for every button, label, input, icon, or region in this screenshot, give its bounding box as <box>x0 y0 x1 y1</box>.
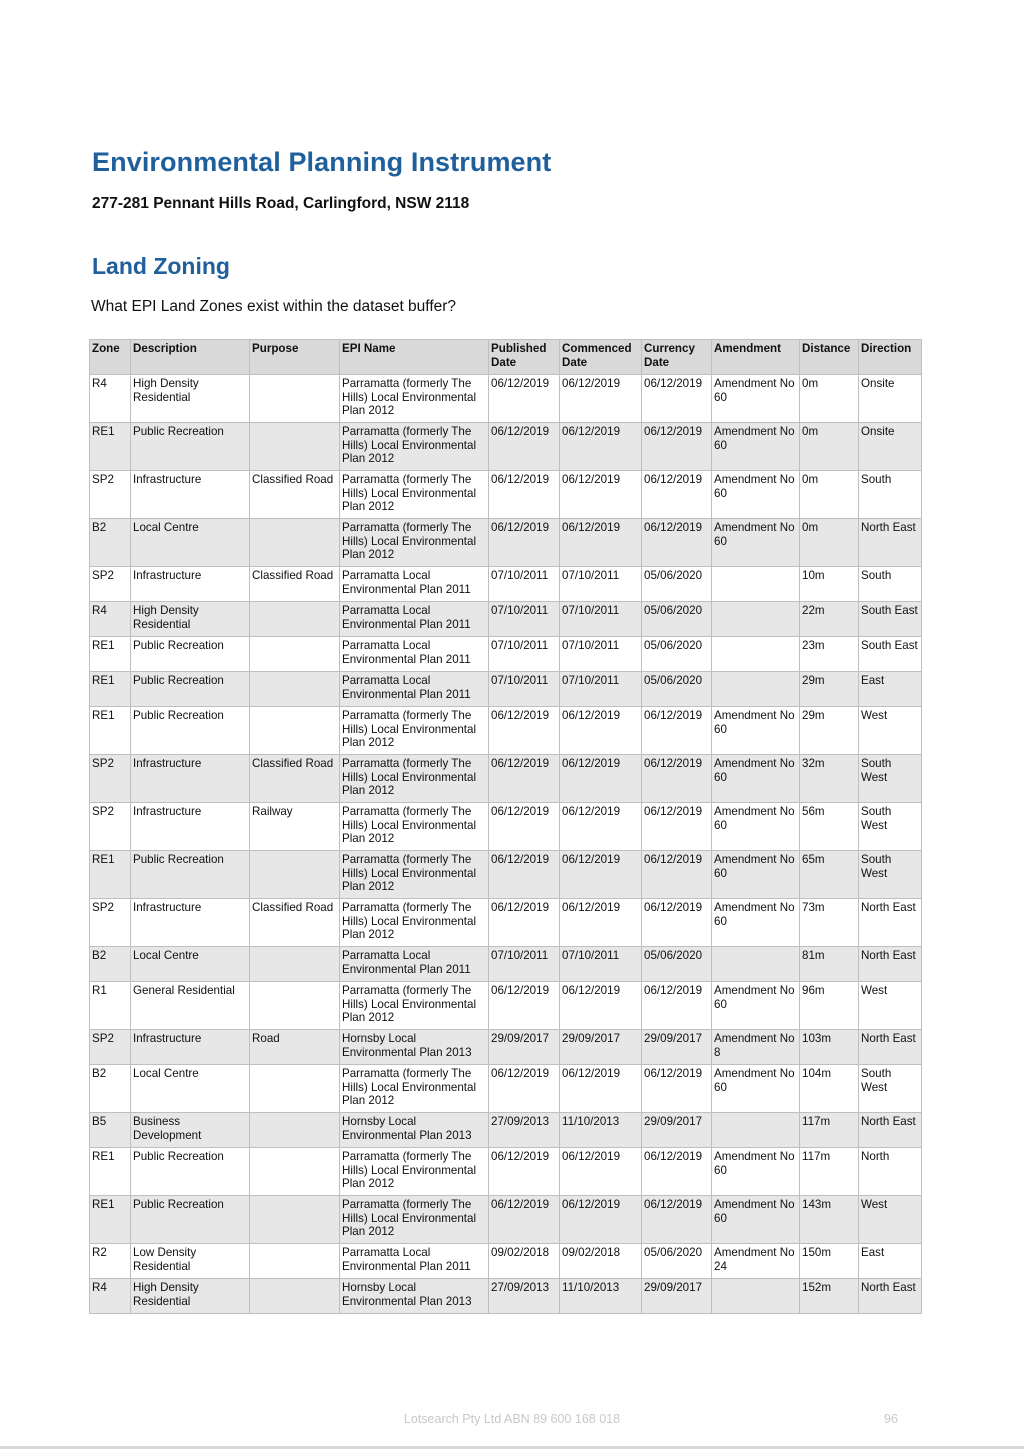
cell-amendment: Amendment No 60 <box>712 851 800 899</box>
cell-zone: SP2 <box>90 1030 131 1065</box>
cell-distance: 0m <box>800 519 859 567</box>
cell-epi-name: Parramatta (formerly The Hills) Local Environmental Plan 2012 <box>340 707 489 755</box>
cell-zone: RE1 <box>90 707 131 755</box>
cell-commenced-date: 07/10/2011 <box>560 567 642 602</box>
cell-description: Public Recreation <box>131 851 250 899</box>
header-epi-name: EPI Name <box>340 340 489 375</box>
cell-amendment <box>712 567 800 602</box>
cell-zone: RE1 <box>90 851 131 899</box>
cell-commenced-date: 06/12/2019 <box>560 1196 642 1244</box>
cell-distance: 29m <box>800 672 859 707</box>
table-row <box>90 1113 922 1148</box>
cell-currency-date: 06/12/2019 <box>642 423 712 471</box>
header-zone: Zone <box>90 340 131 375</box>
cell-purpose <box>250 1065 340 1113</box>
cell-currency-date: 06/12/2019 <box>642 375 712 423</box>
cell-amendment: Amendment No 24 <box>712 1244 800 1279</box>
cell-distance: 65m <box>800 851 859 899</box>
cell-distance: 0m <box>800 375 859 423</box>
cell-zone: RE1 <box>90 637 131 672</box>
cell-description: Infrastructure <box>131 567 250 602</box>
cell-epi-name: Parramatta Local Environmental Plan 2011 <box>340 947 489 982</box>
cell-currency-date: 06/12/2019 <box>642 899 712 947</box>
cell-distance: 81m <box>800 947 859 982</box>
cell-commenced-date: 07/10/2011 <box>560 602 642 637</box>
cell-amendment: Amendment No 60 <box>712 1196 800 1244</box>
cell-direction: South West <box>859 1065 922 1113</box>
cell-zone: RE1 <box>90 423 131 471</box>
cell-description: Public Recreation <box>131 707 250 755</box>
cell-distance: 103m <box>800 1030 859 1065</box>
header-commenced-date: Commenced Date <box>560 340 642 375</box>
cell-currency-date: 05/06/2020 <box>642 637 712 672</box>
cell-published-date: 06/12/2019 <box>489 519 560 567</box>
cell-direction: Onsite <box>859 423 922 471</box>
header-amendment: Amendment <box>712 340 800 375</box>
cell-published-date: 07/10/2011 <box>489 672 560 707</box>
site-address: 277-281 Pennant Hills Road, Carlingford, NSW 2118 <box>92 195 470 212</box>
cell-amendment: Amendment No 60 <box>712 1148 800 1196</box>
cell-zone: SP2 <box>90 471 131 519</box>
section-title: Land Zoning <box>92 253 230 279</box>
table-body <box>90 375 922 1314</box>
cell-published-date: 27/09/2013 <box>489 1113 560 1148</box>
header-direction: Direction <box>859 340 922 375</box>
cell-description: Infrastructure <box>131 1030 250 1065</box>
cell-zone: R1 <box>90 982 131 1030</box>
cell-purpose <box>250 423 340 471</box>
cell-description: High Density Residential <box>131 1279 250 1314</box>
cell-epi-name: Parramatta (formerly The Hills) Local Environmental Plan 2012 <box>340 423 489 471</box>
cell-epi-name: Hornsby Local Environmental Plan 2013 <box>340 1113 489 1148</box>
cell-amendment <box>712 1279 800 1314</box>
cell-description: General Residential <box>131 982 250 1030</box>
table-row <box>90 707 922 755</box>
cell-commenced-date: 29/09/2017 <box>560 1030 642 1065</box>
table-row <box>90 1279 922 1314</box>
cell-direction: South West <box>859 851 922 899</box>
cell-distance: 0m <box>800 471 859 519</box>
cell-description: Public Recreation <box>131 423 250 471</box>
cell-purpose <box>250 1244 340 1279</box>
cell-published-date: 07/10/2011 <box>489 567 560 602</box>
cell-zone: B2 <box>90 947 131 982</box>
cell-distance: 143m <box>800 1196 859 1244</box>
cell-distance: 22m <box>800 602 859 637</box>
table-row <box>90 1196 922 1244</box>
cell-commenced-date: 06/12/2019 <box>560 803 642 851</box>
cell-direction: South East <box>859 602 922 637</box>
cell-purpose: Classified Road <box>250 567 340 602</box>
table-row <box>90 637 922 672</box>
cell-purpose <box>250 707 340 755</box>
cell-commenced-date: 07/10/2011 <box>560 947 642 982</box>
cell-epi-name: Parramatta Local Environmental Plan 2011 <box>340 1244 489 1279</box>
cell-commenced-date: 06/12/2019 <box>560 982 642 1030</box>
cell-purpose: Railway <box>250 803 340 851</box>
cell-purpose <box>250 1148 340 1196</box>
table-row <box>90 1148 922 1196</box>
cell-direction: South East <box>859 637 922 672</box>
table-row <box>90 1244 922 1279</box>
cell-zone: R4 <box>90 375 131 423</box>
cell-distance: 23m <box>800 637 859 672</box>
cell-direction: North East <box>859 1279 922 1314</box>
cell-currency-date: 06/12/2019 <box>642 982 712 1030</box>
table-row <box>90 947 922 982</box>
cell-currency-date: 06/12/2019 <box>642 471 712 519</box>
cell-distance: 150m <box>800 1244 859 1279</box>
table-row <box>90 1065 922 1113</box>
cell-commenced-date: 09/02/2018 <box>560 1244 642 1279</box>
table-row <box>90 803 922 851</box>
cell-currency-date: 06/12/2019 <box>642 755 712 803</box>
cell-currency-date: 29/09/2017 <box>642 1113 712 1148</box>
cell-published-date: 06/12/2019 <box>489 1148 560 1196</box>
cell-amendment: Amendment No 60 <box>712 707 800 755</box>
cell-direction: South <box>859 567 922 602</box>
footer-company: Lotsearch Pty Ltd ABN 89 600 168 018 <box>403 1412 621 1426</box>
cell-description: Public Recreation <box>131 637 250 672</box>
cell-purpose <box>250 1279 340 1314</box>
cell-epi-name: Parramatta (formerly The Hills) Local Environmental Plan 2012 <box>340 755 489 803</box>
header-published-date: Published Date <box>489 340 560 375</box>
cell-distance: 10m <box>800 567 859 602</box>
cell-description: Local Centre <box>131 947 250 982</box>
cell-zone: RE1 <box>90 1196 131 1244</box>
cell-published-date: 06/12/2019 <box>489 1065 560 1113</box>
cell-currency-date: 06/12/2019 <box>642 1148 712 1196</box>
cell-distance: 96m <box>800 982 859 1030</box>
cell-zone: SP2 <box>90 803 131 851</box>
cell-published-date: 06/12/2019 <box>489 471 560 519</box>
cell-direction: West <box>859 982 922 1030</box>
cell-purpose: Classified Road <box>250 755 340 803</box>
cell-published-date: 06/12/2019 <box>489 1196 560 1244</box>
cell-commenced-date: 06/12/2019 <box>560 851 642 899</box>
cell-direction: North East <box>859 899 922 947</box>
cell-direction: North East <box>859 1113 922 1148</box>
table-row <box>90 851 922 899</box>
cell-amendment: Amendment No 60 <box>712 471 800 519</box>
cell-amendment <box>712 602 800 637</box>
table-row <box>90 423 922 471</box>
cell-purpose <box>250 519 340 567</box>
cell-amendment: Amendment No 60 <box>712 1065 800 1113</box>
cell-description: Business Development <box>131 1113 250 1148</box>
cell-distance: 73m <box>800 899 859 947</box>
table-row <box>90 375 922 423</box>
table-row <box>90 602 922 637</box>
cell-description: Infrastructure <box>131 899 250 947</box>
cell-zone: SP2 <box>90 755 131 803</box>
cell-distance: 56m <box>800 803 859 851</box>
cell-epi-name: Hornsby Local Environmental Plan 2013 <box>340 1030 489 1065</box>
cell-direction: North East <box>859 519 922 567</box>
cell-commenced-date: 06/12/2019 <box>560 899 642 947</box>
cell-zone: R2 <box>90 1244 131 1279</box>
cell-published-date: 06/12/2019 <box>489 982 560 1030</box>
table-row <box>90 567 922 602</box>
cell-purpose <box>250 672 340 707</box>
table-row <box>90 899 922 947</box>
cell-zone: SP2 <box>90 899 131 947</box>
cell-amendment: Amendment No 60 <box>712 375 800 423</box>
cell-purpose <box>250 375 340 423</box>
cell-distance: 32m <box>800 755 859 803</box>
cell-currency-date: 06/12/2019 <box>642 1065 712 1113</box>
cell-zone: SP2 <box>90 567 131 602</box>
cell-commenced-date: 06/12/2019 <box>560 519 642 567</box>
page-number: 96 <box>884 1412 898 1426</box>
cell-amendment: Amendment No 60 <box>712 899 800 947</box>
cell-distance: 152m <box>800 1279 859 1314</box>
cell-description: High Density Residential <box>131 602 250 637</box>
cell-epi-name: Parramatta (formerly The Hills) Local Environmental Plan 2012 <box>340 375 489 423</box>
cell-epi-name: Hornsby Local Environmental Plan 2013 <box>340 1279 489 1314</box>
cell-commenced-date: 07/10/2011 <box>560 672 642 707</box>
cell-epi-name: Parramatta (formerly The Hills) Local Environmental Plan 2012 <box>340 851 489 899</box>
cell-zone: RE1 <box>90 672 131 707</box>
cell-epi-name: Parramatta (formerly The Hills) Local Environmental Plan 2012 <box>340 1196 489 1244</box>
cell-distance: 117m <box>800 1113 859 1148</box>
cell-amendment: Amendment No 60 <box>712 803 800 851</box>
cell-distance: 117m <box>800 1148 859 1196</box>
cell-epi-name: Parramatta (formerly The Hills) Local Environmental Plan 2012 <box>340 803 489 851</box>
cell-amendment <box>712 1113 800 1148</box>
land-zoning-table <box>89 339 922 1314</box>
cell-commenced-date: 06/12/2019 <box>560 707 642 755</box>
cell-published-date: 07/10/2011 <box>489 602 560 637</box>
cell-epi-name: Parramatta (formerly The Hills) Local Environmental Plan 2012 <box>340 519 489 567</box>
cell-direction: North East <box>859 947 922 982</box>
cell-amendment <box>712 672 800 707</box>
cell-description: Local Centre <box>131 1065 250 1113</box>
cell-zone: R4 <box>90 602 131 637</box>
cell-epi-name: Parramatta (formerly The Hills) Local Environmental Plan 2012 <box>340 471 489 519</box>
cell-purpose <box>250 1113 340 1148</box>
cell-direction: West <box>859 707 922 755</box>
cell-purpose <box>250 851 340 899</box>
cell-amendment <box>712 947 800 982</box>
cell-currency-date: 05/06/2020 <box>642 947 712 982</box>
cell-epi-name: Parramatta (formerly The Hills) Local Environmental Plan 2012 <box>340 1065 489 1113</box>
cell-commenced-date: 06/12/2019 <box>560 375 642 423</box>
cell-zone: RE1 <box>90 1148 131 1196</box>
cell-description: Infrastructure <box>131 471 250 519</box>
cell-epi-name: Parramatta Local Environmental Plan 2011 <box>340 567 489 602</box>
cell-amendment: Amendment No 60 <box>712 423 800 471</box>
cell-published-date: 07/10/2011 <box>489 637 560 672</box>
header-currency-date: Currency Date <box>642 340 712 375</box>
cell-currency-date: 06/12/2019 <box>642 1196 712 1244</box>
cell-currency-date: 05/06/2020 <box>642 602 712 637</box>
cell-published-date: 29/09/2017 <box>489 1030 560 1065</box>
cell-published-date: 06/12/2019 <box>489 755 560 803</box>
cell-description: Infrastructure <box>131 803 250 851</box>
cell-published-date: 06/12/2019 <box>489 803 560 851</box>
table-row <box>90 471 922 519</box>
cell-description: Public Recreation <box>131 672 250 707</box>
cell-epi-name: Parramatta (formerly The Hills) Local Environmental Plan 2012 <box>340 1148 489 1196</box>
cell-direction: East <box>859 1244 922 1279</box>
cell-amendment <box>712 637 800 672</box>
cell-published-date: 06/12/2019 <box>489 851 560 899</box>
cell-commenced-date: 06/12/2019 <box>560 1065 642 1113</box>
cell-purpose <box>250 1196 340 1244</box>
cell-zone: B2 <box>90 519 131 567</box>
table-row <box>90 982 922 1030</box>
table-row <box>90 672 922 707</box>
cell-direction: East <box>859 672 922 707</box>
cell-purpose <box>250 947 340 982</box>
cell-description: Low Density Residential <box>131 1244 250 1279</box>
page-title: Environmental Planning Instrument <box>92 147 552 177</box>
cell-currency-date: 05/06/2020 <box>642 672 712 707</box>
cell-description: Local Centre <box>131 519 250 567</box>
cell-amendment: Amendment No 8 <box>712 1030 800 1065</box>
cell-description: High Density Residential <box>131 375 250 423</box>
cell-zone: R4 <box>90 1279 131 1314</box>
cell-currency-date: 29/09/2017 <box>642 1279 712 1314</box>
cell-epi-name: Parramatta (formerly The Hills) Local Environmental Plan 2012 <box>340 982 489 1030</box>
cell-direction: North <box>859 1148 922 1196</box>
cell-amendment: Amendment No 60 <box>712 519 800 567</box>
cell-direction: Onsite <box>859 375 922 423</box>
cell-purpose <box>250 982 340 1030</box>
cell-published-date: 09/02/2018 <box>489 1244 560 1279</box>
cell-zone: B2 <box>90 1065 131 1113</box>
cell-zone: B5 <box>90 1113 131 1148</box>
cell-published-date: 27/09/2013 <box>489 1279 560 1314</box>
cell-direction: South West <box>859 803 922 851</box>
header-description: Description <box>131 340 250 375</box>
table-header-row <box>90 340 922 375</box>
cell-currency-date: 06/12/2019 <box>642 707 712 755</box>
header-purpose: Purpose <box>250 340 340 375</box>
cell-amendment: Amendment No 60 <box>712 755 800 803</box>
cell-epi-name: Parramatta Local Environmental Plan 2011 <box>340 672 489 707</box>
cell-commenced-date: 06/12/2019 <box>560 755 642 803</box>
cell-epi-name: Parramatta Local Environmental Plan 2011 <box>340 602 489 637</box>
table-row <box>90 1030 922 1065</box>
header-distance: Distance <box>800 340 859 375</box>
cell-commenced-date: 07/10/2011 <box>560 637 642 672</box>
cell-published-date: 06/12/2019 <box>489 707 560 755</box>
cell-epi-name: Parramatta Local Environmental Plan 2011 <box>340 637 489 672</box>
cell-purpose <box>250 637 340 672</box>
cell-direction: North East <box>859 1030 922 1065</box>
cell-distance: 29m <box>800 707 859 755</box>
cell-currency-date: 05/06/2020 <box>642 1244 712 1279</box>
cell-currency-date: 06/12/2019 <box>642 519 712 567</box>
cell-direction: South <box>859 471 922 519</box>
cell-currency-date: 29/09/2017 <box>642 1030 712 1065</box>
table-row <box>90 519 922 567</box>
cell-direction: South West <box>859 755 922 803</box>
cell-published-date: 06/12/2019 <box>489 423 560 471</box>
cell-commenced-date: 11/10/2013 <box>560 1113 642 1148</box>
section-question: What EPI Land Zones exist within the dataset buffer? <box>91 298 457 315</box>
cell-purpose: Road <box>250 1030 340 1065</box>
cell-currency-date: 06/12/2019 <box>642 803 712 851</box>
cell-distance: 0m <box>800 423 859 471</box>
cell-distance: 104m <box>800 1065 859 1113</box>
cell-commenced-date: 06/12/2019 <box>560 1148 642 1196</box>
cell-published-date: 06/12/2019 <box>489 375 560 423</box>
table-row <box>90 755 922 803</box>
cell-description: Public Recreation <box>131 1196 250 1244</box>
cell-direction: West <box>859 1196 922 1244</box>
cell-description: Public Recreation <box>131 1148 250 1196</box>
cell-purpose: Classified Road <box>250 471 340 519</box>
cell-purpose: Classified Road <box>250 899 340 947</box>
cell-purpose <box>250 602 340 637</box>
cell-commenced-date: 11/10/2013 <box>560 1279 642 1314</box>
cell-amendment: Amendment No 60 <box>712 982 800 1030</box>
cell-epi-name: Parramatta (formerly The Hills) Local Environmental Plan 2012 <box>340 899 489 947</box>
cell-currency-date: 05/06/2020 <box>642 567 712 602</box>
cell-commenced-date: 06/12/2019 <box>560 471 642 519</box>
cell-published-date: 07/10/2011 <box>489 947 560 982</box>
cell-currency-date: 06/12/2019 <box>642 851 712 899</box>
cell-commenced-date: 06/12/2019 <box>560 423 642 471</box>
cell-published-date: 06/12/2019 <box>489 899 560 947</box>
cell-description: Infrastructure <box>131 755 250 803</box>
